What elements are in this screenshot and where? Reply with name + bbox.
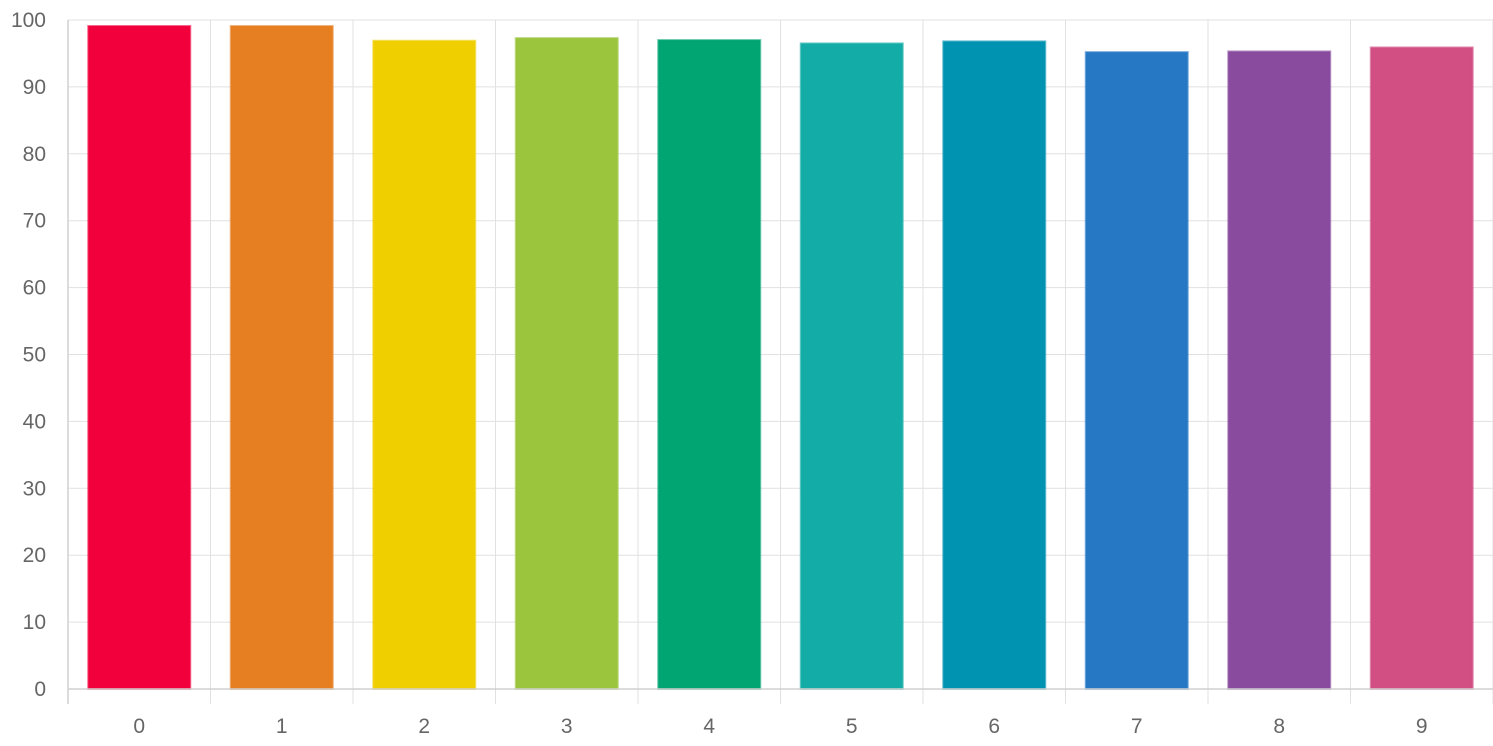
bar-5[interactable] <box>801 43 903 689</box>
x-tick-label: 5 <box>845 715 858 738</box>
bar-8[interactable] <box>1228 51 1330 689</box>
bar-6[interactable] <box>943 41 1045 689</box>
x-tick-label: 7 <box>1130 715 1143 738</box>
y-tick-label: 70 <box>22 209 46 233</box>
x-tick-label: 2 <box>418 715 431 738</box>
x-tick-label: 6 <box>988 715 1001 738</box>
y-tick-label: 100 <box>10 9 46 32</box>
x-tick-label: 1 <box>275 715 288 738</box>
bar-1[interactable] <box>231 26 333 689</box>
bar-3[interactable] <box>516 38 618 689</box>
y-tick-label: 20 <box>22 544 46 568</box>
x-tick-label: 8 <box>1273 715 1286 738</box>
y-tick-label: 10 <box>22 611 46 635</box>
bar-7[interactable] <box>1086 52 1188 689</box>
x-tick-label: 9 <box>1415 715 1428 738</box>
bar-9[interactable] <box>1371 47 1473 689</box>
x-tick-label: 3 <box>560 715 573 738</box>
x-tick-label: 4 <box>703 715 716 738</box>
y-tick-label: 80 <box>22 142 46 166</box>
y-tick-label: 40 <box>22 410 46 434</box>
y-tick-label: 0 <box>34 678 46 701</box>
bar-0[interactable] <box>88 26 190 689</box>
y-tick-label: 90 <box>22 75 46 99</box>
y-tick-label: 60 <box>22 276 46 300</box>
y-tick-label: 50 <box>22 343 46 367</box>
bar-2[interactable] <box>373 41 475 689</box>
bar-4[interactable] <box>658 40 760 689</box>
y-tick-label: 30 <box>22 477 46 501</box>
x-tick-label: 0 <box>133 715 146 738</box>
